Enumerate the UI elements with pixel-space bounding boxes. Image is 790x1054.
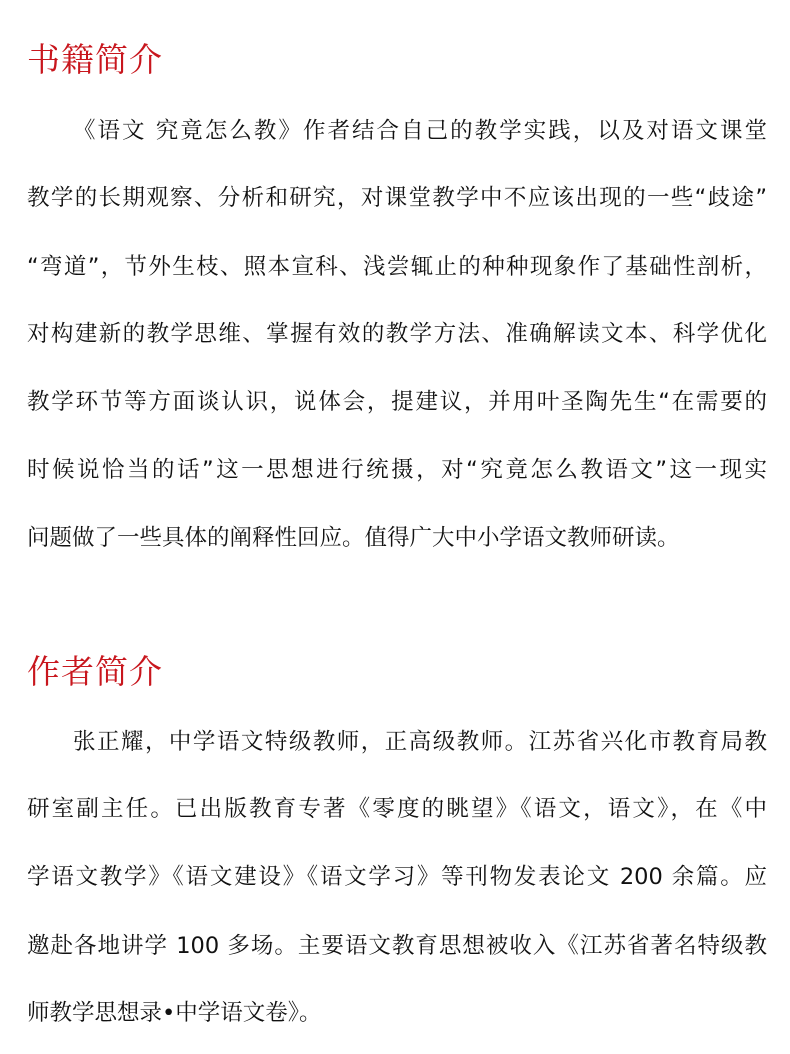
book-intro-line: 教学的长期观察、分析和研究，对课堂教学中不应该出现的一些“歧途”	[27, 185, 767, 211]
book-intro-line: “弯道”，节外生枝、照本宣科、浅尝辄止的种种现象作了基础性剖析，	[27, 254, 767, 280]
author-intro-line: 张正耀，中学语文特级教师，正高级教师。江苏省兴化市教育局教	[73, 729, 767, 755]
book-intro-line: 《语文 究竟怎么教》作者结合自己的教学实践，以及对语文课堂	[73, 118, 767, 144]
author-intro-line: 学语文教学》《语文建设》《语文学习》等刊物发表论文 200 余篇。应	[27, 864, 767, 890]
book-intro-line: 时候说恰当的话”这一思想进行统摄，对“究竟怎么教语文”这一现实	[27, 457, 767, 483]
book-intro-line: 对构建新的教学思维、掌握有效的教学方法、准确解读文本、科学优化	[27, 321, 767, 347]
author-intro-line: 研室副主任。已出版教育专著《零度的眺望》《语文，语文》，在《中	[27, 796, 767, 822]
book-intro-heading: 书籍简介	[27, 40, 163, 79]
book-intro-line: 问题做了一些具体的阐释性回应。值得广大中小学语文教师研读。	[27, 525, 680, 551]
author-intro-heading: 作者简介	[27, 652, 163, 691]
author-intro-line: 邀赴各地讲学 100 多场。主要语文教育思想被收入《江苏省著名特级教	[27, 933, 767, 959]
book-intro-line: 教学环节等方面谈认识，说体会，提建议，并用叶圣陶先生“在需要的	[27, 389, 767, 415]
author-intro-line: 师教学思想录•中学语文卷》。	[27, 1000, 322, 1026]
